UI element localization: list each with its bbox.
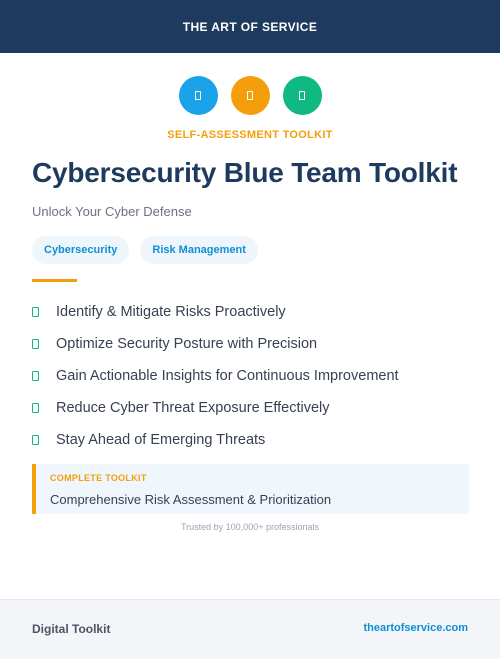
list-item <box>32 360 399 392</box>
footer-label: Digital Toolkit <box>32 622 111 636</box>
toolkit-callout <box>32 464 469 514</box>
check-icon <box>32 435 39 445</box>
check-icon <box>32 339 39 349</box>
tag-cybersecurity: Cybersecurity <box>32 236 129 264</box>
check-icon <box>283 76 322 115</box>
benefit-text: Reduce Cyber Threat Exposure Effectively <box>56 400 330 416</box>
page-footer <box>0 599 500 659</box>
benefit-text: Identify & Mitigate Risks Proactively <box>56 304 286 320</box>
list-item <box>32 328 399 360</box>
page-subtitle: Unlock Your Cyber Defense <box>32 204 192 219</box>
page-header <box>0 0 500 53</box>
benefit-text: Gain Actionable Insights for Continuous Improvement <box>56 368 399 384</box>
benefit-text: Optimize Security Posture with Precision <box>56 336 318 352</box>
tag-risk-management: Risk Management <box>140 236 258 264</box>
chart-icon <box>231 76 270 115</box>
brand-name: THE ART OF SERVICE <box>182 19 318 34</box>
icon-row <box>0 76 500 115</box>
accent-divider <box>32 279 77 282</box>
check-icon <box>32 307 39 317</box>
check-icon <box>32 403 39 413</box>
website-link[interactable]: theartofservice.com <box>363 622 468 634</box>
check-icon <box>32 371 39 381</box>
benefit-text: Stay Ahead of Emerging Threats <box>56 432 266 448</box>
tag-list <box>32 236 258 264</box>
kicker-label: SELF-ASSESSMENT TOOLKIT <box>167 129 333 141</box>
list-item <box>32 296 399 328</box>
list-item <box>32 392 399 424</box>
callout-label: COMPLETE TOOLKIT <box>50 473 147 483</box>
page-title: Cybersecurity Blue Team Toolkit <box>32 157 458 188</box>
trust-note: Trusted by 100,000+ professionals <box>180 522 319 532</box>
benefit-list <box>32 296 399 456</box>
callout-value: Comprehensive Risk Assessment & Prioritization <box>50 492 332 507</box>
list-item <box>32 424 399 456</box>
shield-icon <box>179 76 218 115</box>
